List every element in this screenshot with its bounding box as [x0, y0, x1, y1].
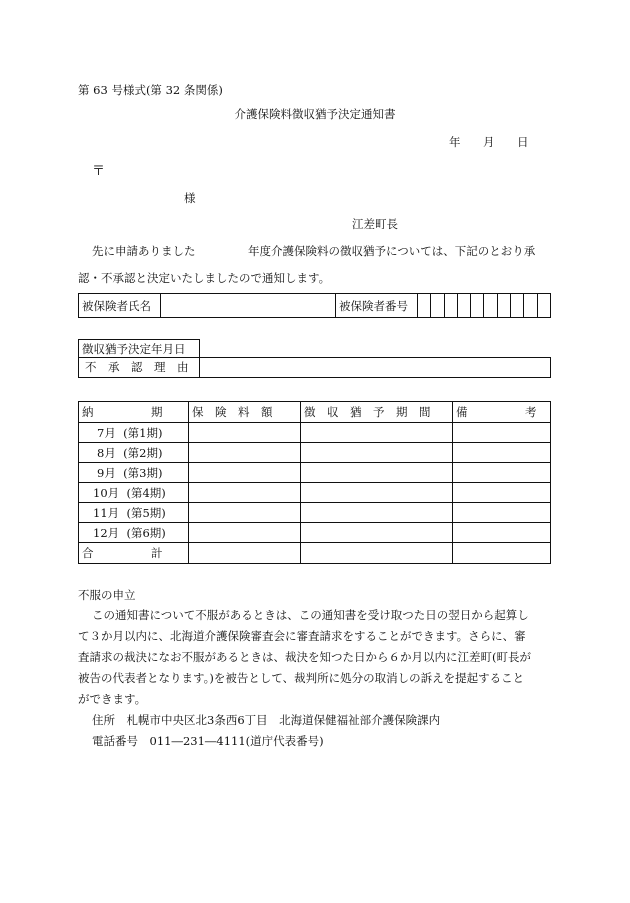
- intro-text-b: 年度介護保険料の徴収猶予については、下記のとおり承: [248, 244, 536, 258]
- decision-reason-row: [78, 357, 551, 378]
- insured-number-digit[interactable]: [524, 294, 537, 318]
- deferral-cell[interactable]: [301, 523, 453, 543]
- premium-cell[interactable]: [189, 483, 301, 503]
- date-year: 年: [449, 135, 461, 149]
- row-month: 10月: [93, 485, 120, 500]
- appeal-line: 査請求の裁決になお不服があるときは、裁決を知つた日から６か月以内に江差町(町長が: [78, 650, 531, 664]
- remarks-cell[interactable]: [453, 423, 551, 443]
- row-month: 12月: [93, 525, 120, 540]
- insured-number-digit[interactable]: [471, 294, 484, 318]
- date-month: 月: [483, 135, 495, 149]
- premium-cell[interactable]: [189, 463, 301, 483]
- decision-reason-field[interactable]: [200, 358, 550, 377]
- insured-number-digit[interactable]: [484, 294, 497, 318]
- premium-cell[interactable]: [189, 523, 301, 543]
- recipient-honorific: 様: [184, 191, 196, 205]
- insured-number-digit[interactable]: [418, 294, 431, 318]
- total-deferral-cell[interactable]: [301, 543, 453, 564]
- header-remarks: 備 考: [453, 402, 551, 423]
- premium-cell[interactable]: [189, 503, 301, 523]
- postal-mark: 〒: [92, 164, 106, 179]
- appeal-text: [78, 605, 550, 752]
- table-row: [79, 423, 551, 443]
- schedule-table: [78, 401, 551, 564]
- total-label: 合 計: [79, 543, 189, 564]
- table-row: [79, 503, 551, 523]
- deferral-cell[interactable]: [301, 443, 453, 463]
- insured-number-digit[interactable]: [457, 294, 470, 318]
- row-period: (第5期): [126, 505, 166, 520]
- remarks-cell[interactable]: [453, 483, 551, 503]
- row-period: (第4期): [126, 485, 166, 500]
- decision-date-field[interactable]: [200, 339, 551, 357]
- intro-text-a: 先に申請ありました: [92, 244, 196, 258]
- table-row: [79, 483, 551, 503]
- insured-number-label: 被保険者番号: [336, 294, 418, 318]
- deferral-cell[interactable]: [301, 503, 453, 523]
- insured-number-digit[interactable]: [431, 294, 444, 318]
- premium-cell[interactable]: [189, 443, 301, 463]
- intro-text-line2: 認・不承認と決定いたしましたので通知します。: [78, 271, 331, 285]
- row-month: 11月: [93, 505, 120, 520]
- total-row: [79, 543, 551, 564]
- insured-number-digit[interactable]: [497, 294, 510, 318]
- document-title: 介護保険料徴収猶予決定通知書: [234, 107, 396, 121]
- appeal-heading: 不服の申立: [78, 588, 136, 602]
- header-premium-amount: 保 険 料 額: [189, 402, 301, 423]
- appeal-phone: 電話番号 011―231―4111(道庁代表番号): [92, 734, 324, 748]
- premium-cell[interactable]: [189, 423, 301, 443]
- total-remarks-cell[interactable]: [453, 543, 551, 564]
- insured-number-digit[interactable]: [511, 294, 524, 318]
- row-period: (第6期): [126, 525, 166, 540]
- appeal-line: この通知書について不服があるときは、この通知書を受け取つた日の翌日から起算し: [92, 608, 529, 622]
- deferral-cell[interactable]: [301, 483, 453, 503]
- insured-number-digit[interactable]: [444, 294, 457, 318]
- row-month: 9月: [97, 465, 116, 480]
- decision-reason-label: 不 承 認 理 由: [79, 358, 200, 377]
- row-period: (第3期): [123, 465, 163, 480]
- row-period: (第2期): [123, 445, 163, 460]
- deferral-cell[interactable]: [301, 423, 453, 443]
- insured-number-digit[interactable]: [537, 294, 550, 318]
- table-row: [79, 443, 551, 463]
- table-row: [79, 463, 551, 483]
- table-row: [79, 523, 551, 543]
- row-period: (第1期): [123, 425, 163, 440]
- issuer-name: 江差町長: [352, 217, 398, 231]
- insured-table: [78, 293, 551, 318]
- row-month: 7月: [97, 425, 116, 440]
- row-month: 8月: [97, 445, 116, 460]
- insured-name-label: 被保険者氏名: [79, 294, 161, 318]
- insured-name-field[interactable]: [161, 294, 336, 318]
- appeal-line: 被告の代表者となります。)を被告として、裁判所に処分の取消しの訴えを提起すること: [78, 671, 525, 685]
- header-deferral-period: 徴 収 猶 予 期 間: [301, 402, 453, 423]
- appeal-line: て３か月以内に、北海道介護保険審査会に審査請求をすることができます。さらに、審: [78, 629, 526, 643]
- form-number: 第 63 号様式(第 32 条関係): [78, 83, 223, 97]
- remarks-cell[interactable]: [453, 523, 551, 543]
- date-day: 日: [517, 135, 529, 149]
- remarks-cell[interactable]: [453, 463, 551, 483]
- decision-date-label: 徴収猶予決定年月日: [78, 339, 200, 357]
- remarks-cell[interactable]: [453, 443, 551, 463]
- total-premium-cell[interactable]: [189, 543, 301, 564]
- appeal-line: ができます。: [78, 692, 147, 706]
- deferral-cell[interactable]: [301, 463, 453, 483]
- header-due-date: 納 期: [79, 402, 189, 423]
- remarks-cell[interactable]: [453, 503, 551, 523]
- appeal-address: 住所 札幌市中央区北3条西6丁目 北海道保健福祉部介護保険課内: [92, 713, 441, 727]
